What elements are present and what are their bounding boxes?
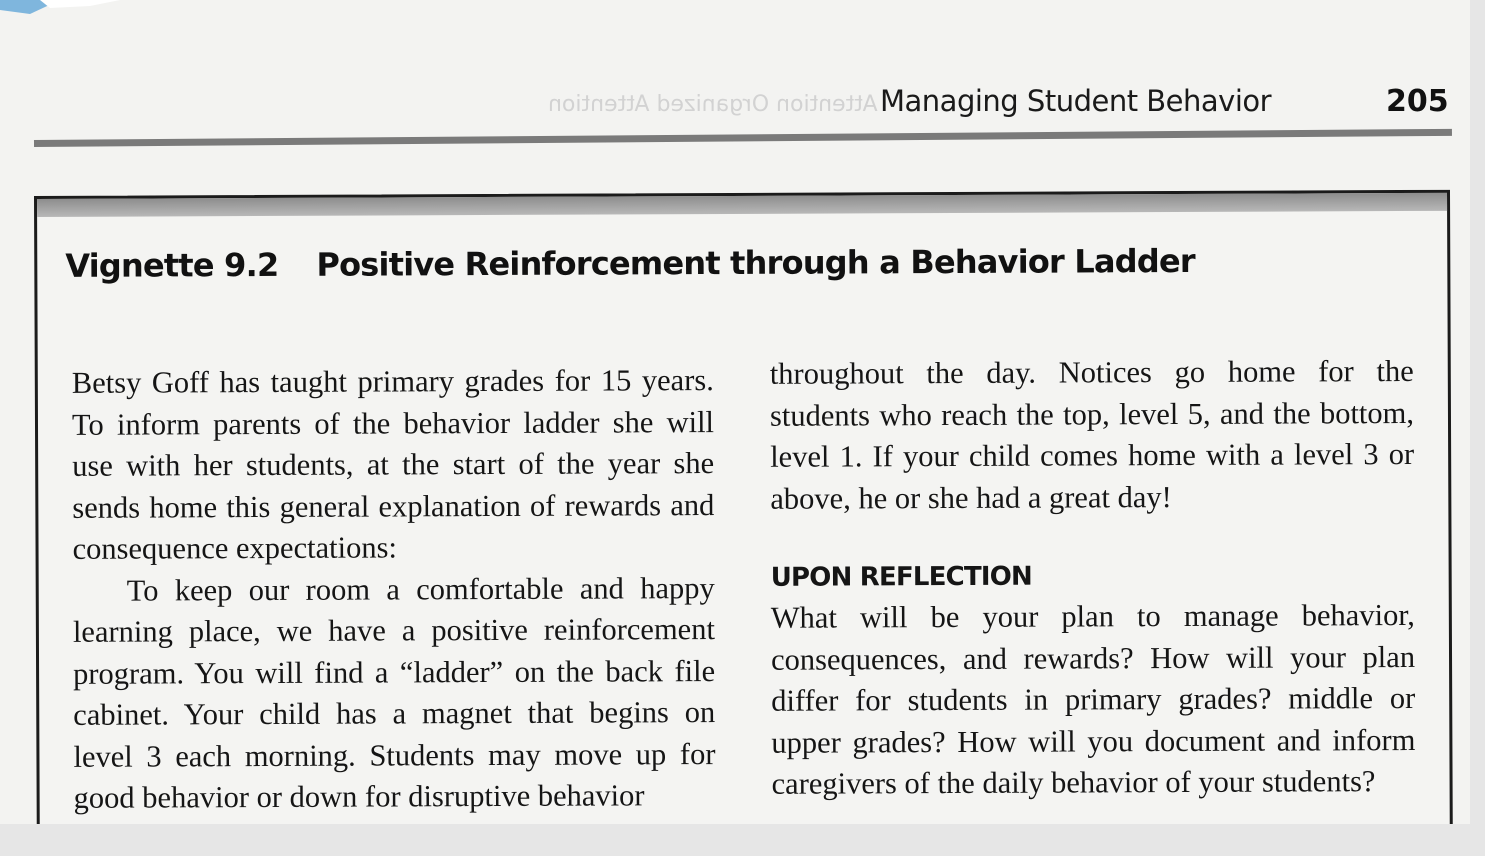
left-column: [72, 360, 716, 819]
right-column: [770, 351, 1416, 805]
vignette-heading: [65, 242, 1195, 285]
reflection-heading: UPON REFLECTION: [770, 561, 1033, 593]
page-number: 205: [1386, 84, 1449, 119]
bleed-through-text: Attention Organized Attention: [548, 92, 878, 117]
vignette-box: [34, 190, 1453, 824]
letter-paragraph-part2: throughout the day. Notices go home for the students who reach the top, level 5, and the bottom, level 1. If your child comes home with a level 3 or above, he or she had a great day!: [769, 353, 1415, 516]
reflection-text: What will be your plan to manage behavior, consequences, and rewards? How will your plan differ for students in primary grades? middle or upper grades? How will you document and inform caregivers of the daily behavior of your students?: [770, 597, 1416, 801]
vignette-label: Vignette 9.2: [65, 245, 279, 285]
box-top-band: [37, 193, 1447, 217]
running-head-title: Managing Student Behavior: [880, 84, 1272, 118]
header-rule: [34, 129, 1452, 147]
letter-paragraph-part1: To keep our room a comfortable and happy learning place, we have a positive reinforcement program. You will find a “ladder” on the back file cabinet. Your child has a magnet that begins on level 3 each morning. Students may move up for good behavior or down for disruptive behavior: [72, 570, 716, 815]
corner-blue-mark: [0, 0, 120, 22]
intro-paragraph: Betsy Goff has taught primary grades for 15 years. To inform parents of the behavior ladder she will use with her students, at the start of the year she sends home this general explanation of rewards and consequence expectations:: [71, 363, 715, 566]
vignette-title: Positive Reinforcement through a Behavior Ladder: [316, 241, 1195, 284]
